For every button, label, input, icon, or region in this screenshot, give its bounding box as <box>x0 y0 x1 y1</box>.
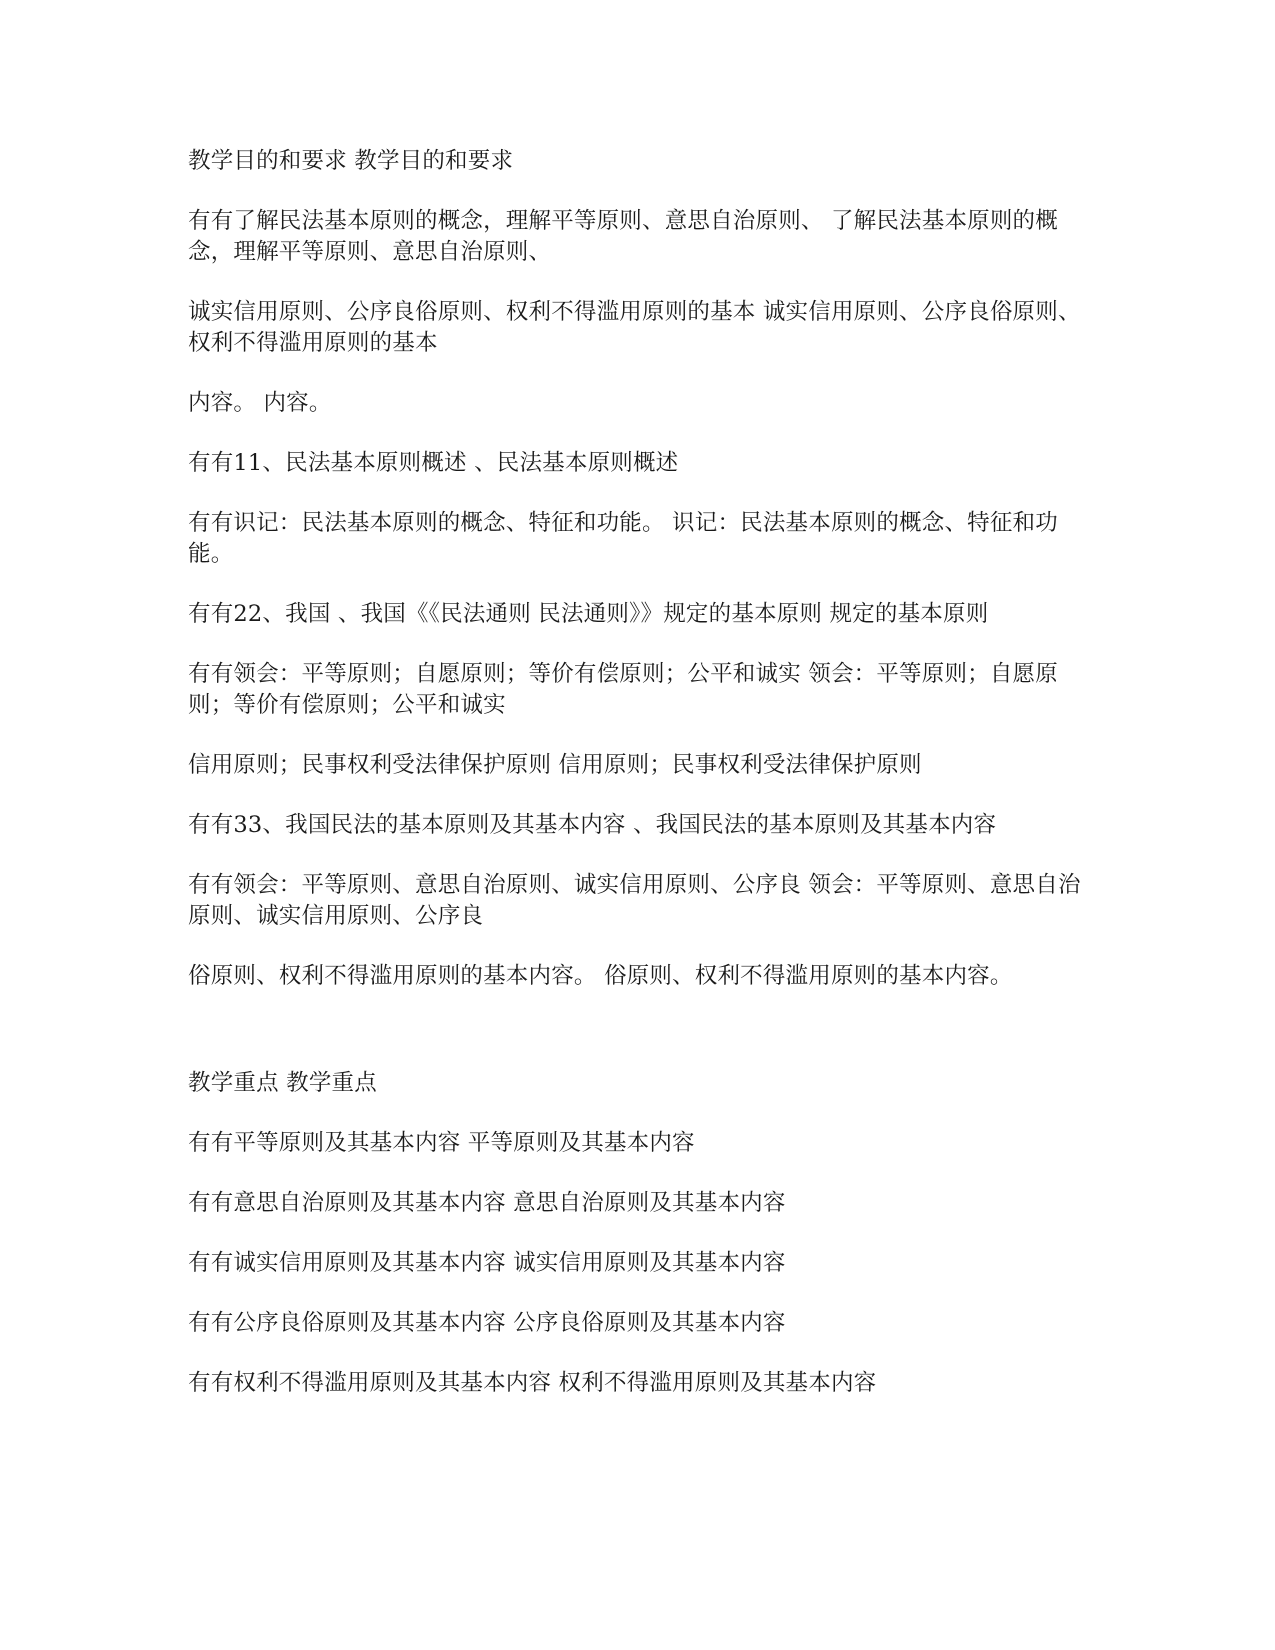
paragraph: 有有11、民法基本原则概述 、民法基本原则概述 <box>188 450 679 476</box>
paragraph: 俗原则、权利不得滥用原则的基本内容。 俗原则、权利不得滥用原则的基本内容。 <box>188 963 1013 989</box>
document-body <box>188 146 1093 1428</box>
paragraph: 有有了解民法基本原则的概念，理解平等原则、意思自治原则、 了解民法基本原则的概念，理解平等原则、意思自治原则、 <box>188 208 1058 265</box>
section-spacer <box>188 1021 1093 1068</box>
paragraph: 有有权利不得滥用原则及其基本内容 权利不得滥用原则及其基本内容 <box>188 1370 877 1396</box>
paragraph: 有有22、我国 、我国《《民法通则 民法通则》》规定的基本原则 规定的基本原则 <box>188 601 989 627</box>
paragraph: 有有诚实信用原则及其基本内容 诚实信用原则及其基本内容 <box>188 1250 786 1276</box>
paragraph: 有有领会：平等原则、意思自治原则、诚实信用原则、公序良 领会：平等原则、意思自治原则、诚实信用原则、公序良 <box>188 872 1081 929</box>
paragraph: 有有识记：民法基本原则的概念、特征和功能。 识记：民法基本原则的概念、特征和功能。 <box>188 510 1058 567</box>
paragraph: 内容。 内容。 <box>188 390 332 416</box>
section-heading-objectives: 教学目的和要求 教学目的和要求 <box>188 148 514 174</box>
paragraph: 诚实信用原则、公序良俗原则、权利不得滥用原则的基本 诚实信用原则、公序良俗原则、权利不得滥用原则的基本 <box>188 299 1081 356</box>
section-heading-key-points: 教学重点 教学重点 <box>188 1070 377 1096</box>
paragraph: 有有意思自治原则及其基本内容 意思自治原则及其基本内容 <box>188 1190 786 1216</box>
paragraph: 有有平等原则及其基本内容 平等原则及其基本内容 <box>188 1130 695 1156</box>
paragraph: 有有33、我国民法的基本原则及其基本内容 、我国民法的基本原则及其基本内容 <box>188 812 997 838</box>
paragraph: 有有领会：平等原则；自愿原则；等价有偿原则；公平和诚实 领会：平等原则；自愿原则；等价有偿原则；公平和诚实 <box>188 661 1058 718</box>
paragraph: 信用原则；民事权利受法律保护原则 信用原则；民事权利受法律保护原则 <box>188 752 922 778</box>
paragraph: 有有公序良俗原则及其基本内容 公序良俗原则及其基本内容 <box>188 1310 786 1336</box>
